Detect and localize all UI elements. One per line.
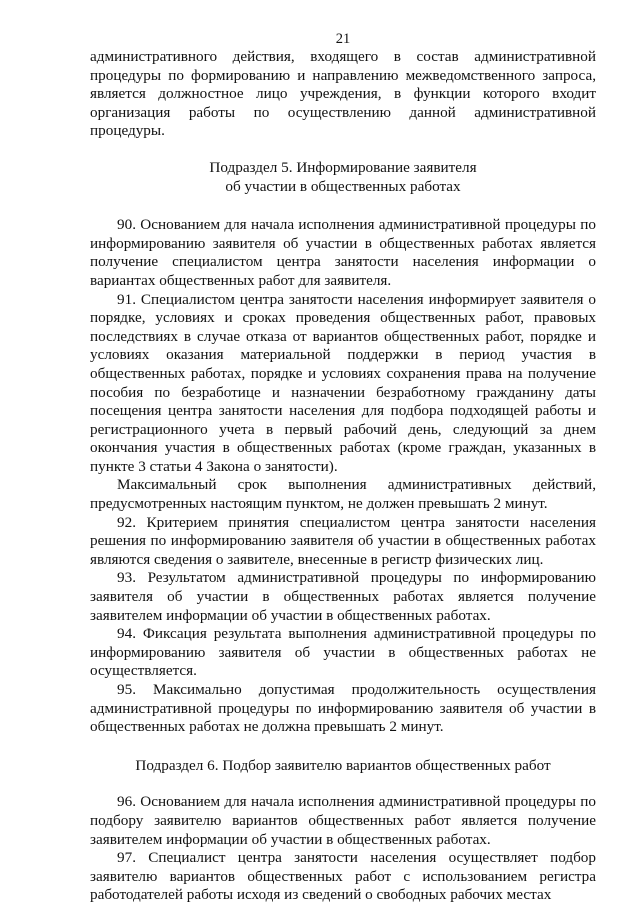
- section-5-title-line-1: Подраздел 5. Информирование заявителя: [209, 158, 477, 176]
- paragraph-97: 97. Специалист центра занятости населения осуществляет подбор заявителю вариантов общественных работ с использованием регистра работодателей работы исходя из сведений о свободных рабочих местах: [90, 849, 596, 904]
- section-5-heading: [90, 159, 596, 196]
- paragraph-93: 93. Результатом административной процедуры по информированию заявителя об участии в общественных работах является получение заявителем информации об участии в общественных работах.: [90, 569, 596, 624]
- section-6-heading: Подраздел 6. Подбор заявителю вариантов общественных работ: [135, 756, 551, 774]
- paragraph-95: 95. Максимально допустимая продолжительность осуществления административной процедуры по информированию заявителя об участии в общественных работах не должна превышать 2 минут.: [90, 681, 596, 736]
- section-5-title-line-2: об участии в общественных работах: [225, 177, 461, 195]
- paragraph-94: 94. Фиксация результата выполнения административной процедуры по информированию заявителя об участии в общественных работах не осуществляется.: [90, 625, 596, 680]
- intro-paragraph: административного действия, входящего в состав административной процедуры по формированию и направлению межведомственного запроса, является должностное лицо учреждения, в функции которого входит организация работы по осуществлению данной административной процедуры.: [90, 48, 596, 140]
- document-body: [90, 48, 596, 905]
- paragraph-92: 92. Критерием принятия специалистом центра занятости населения решения по информированию заявителя об участии в общественных работах являются сведения о заявителе, внесенные в регистр физических лиц.: [90, 513, 596, 568]
- paragraph-96: 96. Основанием для начала исполнения административной процедуры по подбору заявителю вариантов общественных работ является получение заявителем информации об участии в общественных работах.: [90, 793, 596, 848]
- paragraph-91-time-limit: Максимальный срок выполнения административных действий, предусмотренных настоящим пунктом, не должен превышать 2 минут.: [90, 476, 596, 513]
- page-number: 21: [335, 31, 351, 47]
- paragraph-90: 90. Основанием для начала исполнения административной процедуры по информированию заявителя об участии в общественных работах является получение специалистом центра занятости населения информации о вариантах общественных работ для заявителя.: [90, 216, 596, 289]
- paragraph-91: 91. Специалистом центра занятости населения информирует заявителя о порядке, условиях и сроках проведения общественных работ, правовых последствиях в случае отказа от вариантов общественных работ, порядке и условиях оказания материальной поддержки в период участия в общественных работах, порядке и условиях сохранения права на получение пособия по безработице и назначении безработному гражданину даты посещения центра занятости населения для подбора подходящей работы и регистрационного учета в первый рабочий день, следующий за днем окончания участия в общественных работах (кроме граждан, указанных в пункте 3 статьи 4 Закона о занятости).: [90, 290, 596, 475]
